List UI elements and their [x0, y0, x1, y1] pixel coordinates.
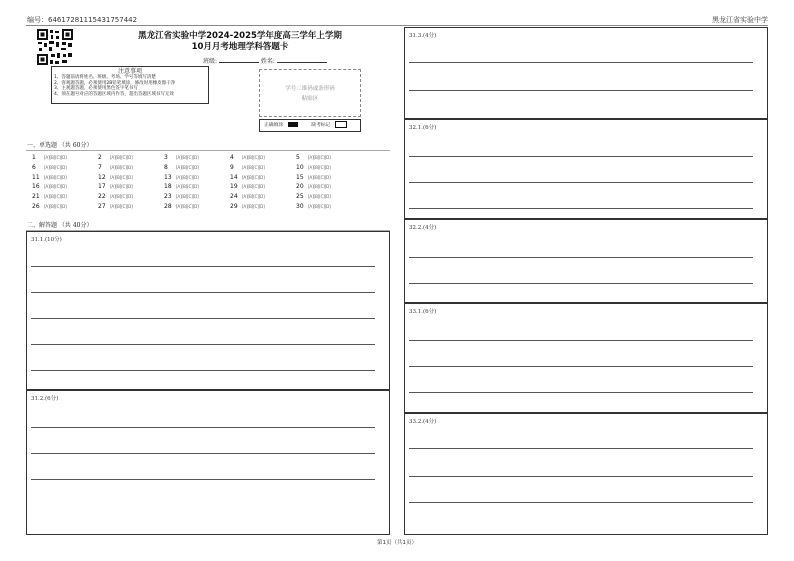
answer-bubble[interactable]: [C] — [55, 155, 61, 160]
name-label: 姓名: — [260, 58, 275, 65]
question-label: 32.2.(4分) — [409, 225, 437, 231]
answer-box-31-1[interactable] — [26, 231, 390, 390]
question-number: 8 — [164, 163, 168, 171]
answer-bubble[interactable]: [D] — [126, 164, 133, 170]
barcode-label-2: 粘贴区 — [301, 96, 319, 102]
note-item: 2、客观题答题，必须使用2B铅笔填涂，修改时用橡皮擦干净 — [54, 80, 176, 86]
mc-row — [32, 193, 362, 200]
answer-bubble[interactable]: [D] — [126, 194, 133, 200]
answer-bubble[interactable]: [C] — [121, 184, 127, 190]
mc-question — [98, 203, 164, 210]
section2-title: 二、解答题 （共 40分） — [27, 222, 93, 229]
question-number: 26 — [32, 203, 40, 210]
question-number: 7 — [98, 163, 102, 171]
legend-absent-label: 缺考标记 — [311, 123, 331, 128]
answer-bubble[interactable]: [B] — [49, 204, 56, 209]
answer-bubble[interactable]: [C] — [253, 194, 259, 200]
mc-question — [32, 174, 98, 181]
question-number: 19 — [230, 183, 238, 191]
mc-question — [230, 183, 296, 190]
mc-question — [164, 203, 230, 210]
answer-bubble[interactable]: [B] — [115, 194, 122, 200]
question-number: 28 — [164, 203, 172, 210]
answer-bubble[interactable]: [D] — [258, 164, 265, 170]
answer-bubble[interactable]: [D] — [258, 204, 265, 209]
question-number: 15 — [296, 173, 304, 181]
absent-mark-box[interactable] — [335, 121, 347, 128]
question-label: 31.1.(10分) — [31, 237, 62, 243]
answer-bubble[interactable]: [A] — [308, 164, 314, 170]
question-number: 2 — [98, 154, 102, 161]
answer-bubble[interactable]: [C] — [253, 155, 259, 160]
mc-row — [32, 174, 362, 181]
answer-bubble[interactable]: [A] — [110, 194, 116, 200]
notes-heading: 注意事项 — [117, 68, 142, 75]
question-number: 5 — [296, 154, 300, 161]
mc-question — [32, 193, 98, 200]
mc-question — [296, 193, 362, 200]
answer-bubble[interactable]: [B] — [181, 194, 188, 200]
answer-line — [409, 62, 753, 63]
answer-bubble[interactable]: [D] — [192, 164, 199, 170]
question-label: 31.3.(4分) — [409, 33, 437, 39]
answer-bubble[interactable]: [B] — [313, 164, 320, 170]
answer-bubble[interactable]: [B] — [115, 164, 122, 170]
answer-line — [31, 318, 375, 319]
answer-bubble[interactable]: [B] — [49, 164, 56, 170]
answer-bubble[interactable]: [C] — [319, 155, 325, 160]
answer-bubble[interactable]: [B] — [49, 174, 56, 180]
question-number: 24 — [230, 193, 238, 201]
mc-row — [32, 154, 362, 161]
answer-bubble[interactable]: [A] — [242, 194, 248, 200]
mc-question — [230, 164, 296, 171]
answer-line — [31, 479, 375, 480]
answer-bubble[interactable]: [D] — [126, 184, 133, 190]
section1-title: 一、单选题 （共 60分） — [27, 142, 93, 149]
mc-question — [32, 154, 98, 161]
answer-bubble[interactable]: [C] — [187, 184, 193, 190]
mc-question — [164, 154, 230, 161]
answer-box-33-2[interactable] — [404, 413, 768, 535]
answer-bubble[interactable]: [A] — [176, 155, 182, 160]
mc-row — [32, 183, 362, 190]
question-number: 12 — [98, 173, 106, 181]
mc-question — [230, 203, 296, 210]
answer-line — [409, 90, 753, 91]
answer-line — [409, 366, 753, 367]
answer-bubble[interactable]: [D] — [324, 164, 331, 170]
question-number: 27 — [98, 203, 106, 210]
answer-bubble[interactable]: [A] — [110, 174, 116, 180]
answer-bubble[interactable]: [B] — [313, 204, 320, 209]
question-number: 13 — [164, 173, 172, 181]
answer-line — [409, 502, 753, 503]
answer-bubble[interactable]: [D] — [192, 194, 199, 200]
answer-bubble[interactable]: [D] — [126, 155, 133, 160]
answer-bubble[interactable]: [C] — [319, 194, 325, 200]
answer-bubble[interactable]: [A] — [44, 155, 50, 160]
answer-bubble[interactable]: [A] — [176, 184, 182, 190]
barcode-area — [259, 69, 361, 117]
mc-question — [296, 164, 362, 171]
question-number: 9 — [230, 163, 234, 171]
answer-bubble[interactable]: [D] — [60, 194, 67, 200]
answer-bubble[interactable]: [C] — [55, 164, 61, 170]
question-number: 20 — [296, 183, 304, 191]
name-field[interactable] — [277, 56, 327, 63]
answer-bubble[interactable]: [A] — [44, 204, 50, 209]
answer-bubble[interactable]: [D] — [126, 204, 133, 209]
answer-bubble[interactable]: [A] — [110, 184, 116, 190]
answer-bubble[interactable]: [A] — [308, 204, 314, 209]
question-number: 4 — [230, 154, 234, 161]
answer-bubble[interactable]: [C] — [121, 194, 127, 200]
answer-box-31-2[interactable] — [26, 390, 390, 535]
header-divider — [26, 25, 768, 26]
answer-bubble[interactable]: [D] — [126, 174, 133, 180]
answer-bubble[interactable]: [C] — [319, 204, 325, 209]
answer-bubble[interactable]: [D] — [324, 155, 331, 160]
mc-row — [32, 203, 362, 210]
answer-bubble[interactable]: [A] — [176, 204, 182, 209]
mc-question — [230, 154, 296, 161]
answer-bubble[interactable]: [D] — [258, 174, 265, 180]
mc-question — [98, 164, 164, 171]
mc-question — [296, 174, 362, 181]
answer-bubble[interactable]: [C] — [319, 164, 325, 170]
school-name-header: 黑龙江省实验中学 — [712, 16, 768, 24]
answer-bubble[interactable]: [B] — [247, 204, 254, 209]
mc-row — [32, 164, 362, 171]
question-number: 3 — [164, 154, 168, 161]
answer-bubble[interactable]: [C] — [319, 174, 325, 180]
answer-bubble[interactable]: [C] — [187, 164, 193, 170]
answer-bubble[interactable]: [D] — [258, 194, 265, 200]
answer-bubble[interactable]: [C] — [121, 164, 127, 170]
answer-line — [31, 427, 375, 428]
answer-bubble[interactable]: [B] — [247, 155, 254, 160]
answer-bubble[interactable]: [B] — [181, 204, 188, 209]
question-number: 14 — [230, 173, 238, 181]
answer-box-32-1[interactable] — [404, 119, 768, 219]
question-number: 23 — [164, 193, 172, 201]
answer-bubble[interactable]: [B] — [115, 155, 122, 160]
question-number: 18 — [164, 183, 172, 191]
question-number: 21 — [32, 193, 40, 201]
filled-mark-icon — [288, 122, 298, 127]
question-label: 33.1.(6分) — [409, 309, 437, 315]
notes-box — [51, 66, 209, 104]
mc-question — [230, 193, 296, 200]
answer-bubble[interactable]: [A] — [110, 164, 116, 170]
answer-bubble[interactable]: [D] — [60, 155, 67, 160]
answer-bubble[interactable]: [C] — [55, 194, 61, 200]
answer-line — [409, 340, 753, 341]
answer-bubble[interactable]: [B] — [49, 184, 56, 190]
answer-line — [31, 453, 375, 454]
answer-bubble[interactable]: [A] — [176, 174, 182, 180]
mc-question — [164, 183, 230, 190]
answer-line — [409, 182, 753, 183]
question-number: 11 — [32, 173, 40, 181]
answer-box-31-3[interactable] — [404, 27, 768, 119]
barcode-label-1: 学号二维码或条形码 — [285, 86, 335, 92]
answer-bubble[interactable]: [D] — [324, 184, 331, 190]
note-item: 4、须在题号对应的答题区域内作答，超出答题区域书写无效 — [54, 91, 174, 97]
fill-legend — [259, 119, 361, 132]
answer-bubble[interactable]: [B] — [313, 184, 320, 190]
answer-line — [409, 208, 753, 209]
answer-bubble[interactable]: [D] — [60, 184, 67, 190]
answer-line — [409, 156, 753, 157]
answer-bubble[interactable]: [D] — [192, 184, 199, 190]
answer-bubble[interactable]: [D] — [192, 174, 199, 180]
mc-question — [32, 183, 98, 190]
answer-bubble[interactable]: [A] — [308, 174, 314, 180]
answer-bubble[interactable]: [B] — [115, 204, 122, 209]
answer-bubble[interactable]: [B] — [181, 155, 188, 160]
note-item: 3、主观题答题，必须使用黑色签字笔书写 — [54, 86, 138, 92]
answer-bubble[interactable]: [B] — [181, 184, 188, 190]
answer-bubble[interactable]: [B] — [247, 164, 254, 170]
answer-bubble[interactable]: [D] — [192, 155, 199, 160]
answer-bubble[interactable]: [D] — [324, 174, 331, 180]
exam-title-line2: 10月月考地理学科答题卡 — [191, 42, 289, 52]
answer-bubble[interactable]: [D] — [192, 204, 199, 209]
answer-line — [31, 370, 375, 371]
answer-bubble[interactable]: [A] — [242, 204, 248, 209]
answer-bubble[interactable]: [C] — [187, 174, 193, 180]
answer-box-32-2[interactable] — [404, 219, 768, 303]
answer-bubble[interactable]: [C] — [253, 174, 259, 180]
question-label: 33.2.(4分) — [409, 419, 437, 425]
answer-bubble[interactable]: [C] — [121, 155, 127, 160]
answer-bubble[interactable]: [B] — [49, 155, 56, 160]
answer-bubble[interactable]: [A] — [44, 184, 50, 190]
question-number: 29 — [230, 203, 238, 210]
answer-bubble[interactable]: [A] — [176, 164, 182, 170]
question-label: 32.1.(6分) — [409, 125, 437, 131]
question-number: 17 — [98, 183, 106, 191]
answer-line — [409, 476, 753, 477]
section1-divider — [26, 150, 390, 151]
answer-bubble[interactable]: [D] — [60, 174, 67, 180]
page-footer: 第1页（共1页） — [377, 540, 417, 546]
answer-bubble[interactable]: [D] — [324, 204, 331, 209]
legend-correct-label: 正确填涂 — [264, 123, 284, 128]
question-label: 31.2.(6分) — [31, 396, 59, 402]
answer-line — [31, 266, 375, 267]
answer-bubble[interactable]: [A] — [242, 155, 248, 160]
exam-id: 编号：64617281115431757442 — [27, 16, 138, 24]
answer-bubble[interactable]: [C] — [121, 174, 127, 180]
mc-question — [296, 183, 362, 190]
answer-bubble[interactable]: [A] — [110, 204, 116, 209]
answer-bubble[interactable]: [C] — [55, 204, 61, 209]
answer-bubble[interactable]: [A] — [44, 164, 50, 170]
mc-question — [32, 164, 98, 171]
answer-bubble[interactable]: [C] — [187, 194, 193, 200]
mc-question — [98, 183, 164, 190]
answer-line — [31, 292, 375, 293]
answer-bubble[interactable]: [A] — [308, 184, 314, 190]
answer-bubble[interactable]: [A] — [176, 194, 182, 200]
answer-line — [409, 257, 753, 258]
answer-bubble[interactable]: [D] — [60, 164, 67, 170]
answer-bubble[interactable]: [B] — [247, 174, 254, 180]
question-number: 6 — [32, 163, 36, 171]
student-info — [203, 56, 327, 65]
exam-title-line1: 黑龙江省实验中学2024-2025学年度高三学年上学期 — [138, 31, 342, 41]
answer-bubble[interactable]: [C] — [187, 204, 193, 209]
answer-bubble[interactable]: [A] — [242, 184, 248, 190]
answer-bubble[interactable]: [B] — [247, 184, 254, 190]
mc-question — [296, 203, 362, 210]
answer-bubble[interactable]: [A] — [44, 174, 50, 180]
answer-bubble[interactable]: [B] — [49, 194, 56, 200]
qr-code-icon — [37, 29, 73, 65]
answer-bubble[interactable]: [B] — [313, 194, 320, 200]
answer-bubble[interactable]: [A] — [242, 174, 248, 180]
note-item: 1、答题前请将姓名、班级、考场、学号等填写清楚 — [54, 75, 156, 80]
mc-question — [164, 164, 230, 171]
answer-bubble[interactable]: [B] — [313, 155, 320, 160]
answer-line — [31, 344, 375, 345]
mc-question — [164, 193, 230, 200]
answer-box-33-1[interactable] — [404, 303, 768, 413]
answer-bubble[interactable]: [A] — [110, 155, 116, 160]
question-number: 25 — [296, 193, 304, 201]
class-field[interactable] — [219, 56, 259, 63]
question-number: 1 — [32, 154, 36, 161]
mc-question — [98, 174, 164, 181]
answer-bubble[interactable]: [C] — [121, 204, 127, 209]
answer-bubble[interactable]: [D] — [60, 204, 67, 209]
answer-bubble[interactable]: [C] — [187, 155, 193, 160]
answer-bubble[interactable]: [B] — [115, 184, 122, 190]
answer-bubble[interactable]: [C] — [253, 164, 259, 170]
answer-bubble[interactable]: [C] — [55, 184, 61, 190]
answer-bubble[interactable]: [A] — [242, 164, 248, 170]
answer-bubble[interactable]: [A] — [308, 155, 314, 160]
answer-bubble[interactable]: [C] — [319, 184, 325, 190]
mc-question — [296, 154, 362, 161]
answer-bubble[interactable]: [A] — [44, 194, 50, 200]
mc-question — [164, 174, 230, 181]
question-number: 22 — [98, 193, 106, 201]
question-number: 10 — [296, 163, 304, 171]
answer-bubble[interactable]: [D] — [258, 184, 265, 190]
answer-bubble[interactable]: [A] — [308, 194, 314, 200]
answer-bubble[interactable]: [B] — [313, 174, 320, 180]
answer-bubble[interactable]: [B] — [247, 194, 254, 200]
answer-bubble[interactable]: [D] — [258, 155, 265, 160]
answer-line — [409, 448, 753, 449]
mc-question — [32, 203, 98, 210]
answer-bubble[interactable]: [C] — [55, 174, 61, 180]
mc-question — [98, 193, 164, 200]
answer-bubble[interactable]: [D] — [324, 194, 331, 200]
answer-line — [409, 283, 753, 284]
mc-question — [230, 174, 296, 181]
question-number: 16 — [32, 183, 40, 191]
answer-line — [409, 392, 753, 393]
answer-bubble[interactable]: [B] — [115, 174, 122, 180]
class-label: 班级: — [203, 58, 218, 65]
answer-bubble[interactable]: [C] — [253, 204, 259, 209]
answer-bubble[interactable]: [B] — [181, 164, 188, 170]
answer-bubble[interactable]: [B] — [181, 174, 188, 180]
mc-question — [98, 154, 164, 161]
answer-bubble[interactable]: [C] — [253, 184, 259, 190]
question-number: 30 — [296, 203, 304, 210]
